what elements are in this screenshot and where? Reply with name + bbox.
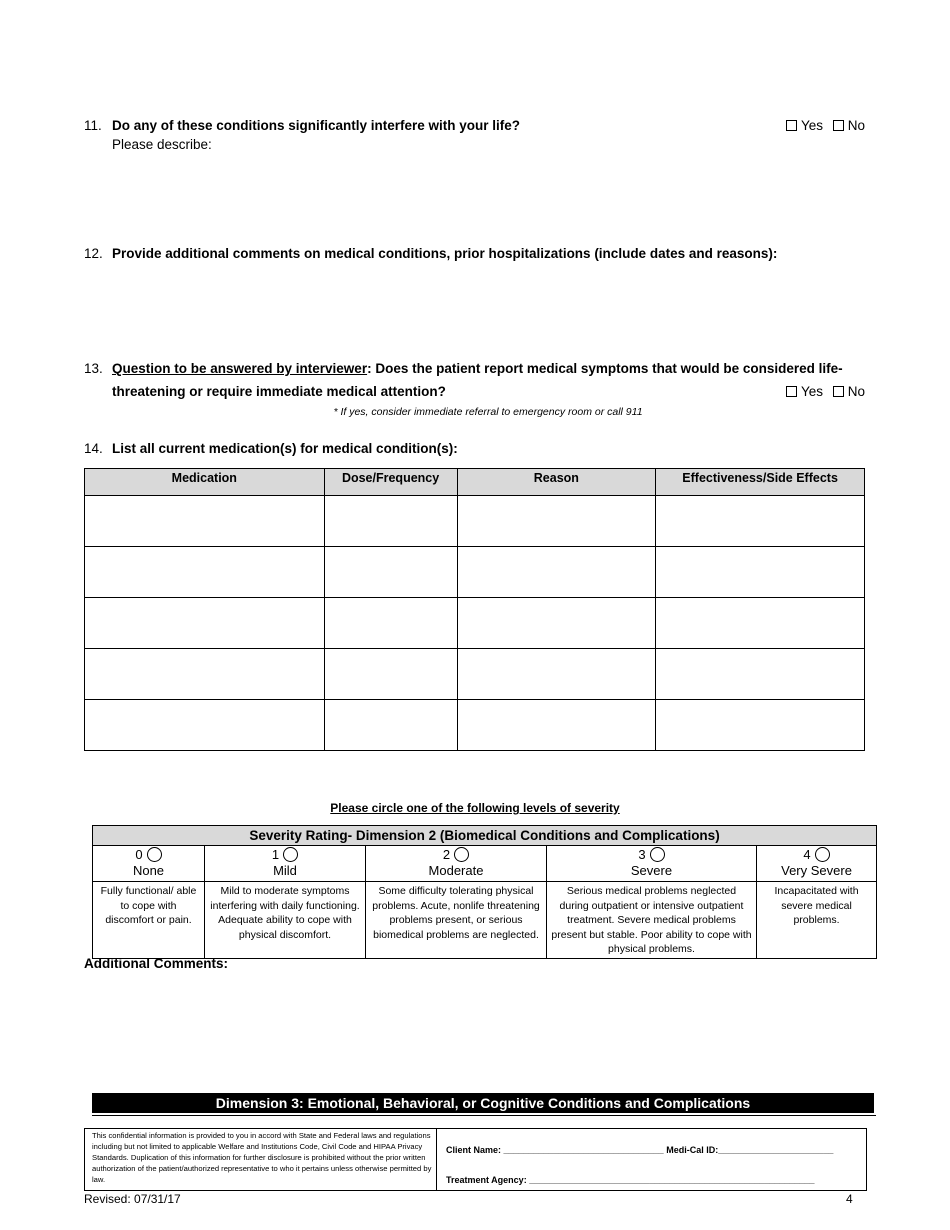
client-name-label: Client Name: ________________________________ (446, 1145, 664, 1155)
severity-label: Moderate (428, 863, 484, 878)
medication-table-header (85, 469, 865, 496)
medication-cell[interactable] (85, 547, 325, 598)
q13-question-line1 (112, 361, 843, 376)
medication-table (84, 468, 865, 751)
reason-cell[interactable] (457, 496, 656, 547)
severity-label: Severe (630, 863, 673, 878)
table-row (85, 649, 865, 700)
dose-cell[interactable] (324, 547, 457, 598)
medication-cell[interactable] (85, 700, 325, 751)
q11-yes-label: Yes (801, 118, 824, 133)
divider (92, 1115, 876, 1116)
severity-level-0[interactable] (93, 846, 205, 882)
q13-number: 13. (84, 361, 103, 376)
severity-level-3[interactable] (547, 846, 757, 882)
reason-cell[interactable] (457, 598, 656, 649)
severity-desc-1: Mild to moderate symptoms interfering with daily functioning. Adequate ability to cope with physical discomfort. (205, 882, 366, 959)
reason-cell[interactable] (457, 700, 656, 751)
q12-number: 12. (84, 246, 103, 261)
client-name-field[interactable] (446, 1145, 833, 1155)
q11-yes-checkbox[interactable] (786, 120, 797, 131)
radio-circle-icon[interactable] (147, 847, 162, 862)
medication-cell[interactable] (85, 598, 325, 649)
q11-describe-label: Please describe: (112, 137, 212, 152)
severity-rating-table (92, 825, 877, 959)
confidential-notice: This confidential information is provided to you in accord with State and Federal laws and regulations including but not limited to applicable Welfare and Institutions Code, Civil Code and HIPAA Privacy Standards. Duplication of this information for further disclosure is prohibited without the prior written authorization of the patient/authorized representative to who it pertains unless otherwise permitted by law. (85, 1129, 437, 1190)
treatment-agency-field[interactable]: Treatment Agency: _________________________________________________________ (446, 1175, 815, 1185)
footer-box (84, 1128, 867, 1191)
effectiveness-cell[interactable] (656, 700, 865, 751)
severity-level-1[interactable] (205, 846, 366, 882)
severity-desc-3: Serious medical problems neglected during outpatient or intensive outpatient treatment. Severe medical problems present but stable. Poor ability to cope with physical problems. (547, 882, 757, 959)
radio-circle-icon[interactable] (815, 847, 830, 862)
effectiveness-cell[interactable] (656, 496, 865, 547)
q13-no-label: No (847, 384, 866, 399)
dose-cell[interactable] (324, 700, 457, 751)
severity-num: 1 (271, 847, 280, 862)
q14-question: List all current medication(s) for medical condition(s): (112, 441, 458, 456)
effectiveness-cell[interactable] (656, 649, 865, 700)
q13-question-line2: threatening or require immediate medical attention? (112, 384, 446, 399)
reason-cell[interactable] (457, 547, 656, 598)
severity-label: None (132, 863, 165, 878)
q13-yes-checkbox[interactable] (786, 386, 797, 397)
page-number: 4 (846, 1192, 853, 1206)
q11-number: 11. (84, 118, 102, 133)
severity-num: 3 (638, 847, 646, 862)
effectiveness-cell[interactable] (656, 547, 865, 598)
q11-no-checkbox[interactable] (833, 120, 844, 131)
radio-circle-icon[interactable] (283, 847, 298, 862)
severity-desc-4: Incapacitated with severe medical problems. (757, 882, 877, 959)
severity-num: 4 (803, 847, 811, 862)
revised-date: Revised: 07/31/17 (84, 1192, 181, 1206)
additional-comments-label: Additional Comments: (84, 956, 228, 971)
q11-no-label: No (847, 118, 866, 133)
q13-text-line1: : Does the patient report medical symptoms that would be considered life- (367, 361, 843, 376)
header-reason: Reason (457, 469, 656, 496)
severity-title: Severity Rating- Dimension 2 (Biomedical Conditions and Complications) (93, 826, 877, 846)
q13-note: * If yes, consider immediate referral to emergency room or call 911 (333, 406, 643, 418)
header-medication: Medication (85, 469, 325, 496)
radio-circle-icon[interactable] (454, 847, 469, 862)
q12-question: Provide additional comments on medical conditions, prior hospitalizations (include dates and reasons): (112, 246, 778, 261)
severity-label: Mild (273, 863, 297, 878)
q14-number: 14. (84, 441, 103, 456)
severity-desc-0: Fully functional/ able to cope with discomfort or pain. (93, 882, 205, 959)
header-effectiveness: Effectiveness/Side Effects (656, 469, 865, 496)
q13-no-checkbox[interactable] (833, 386, 844, 397)
severity-level-4[interactable] (757, 846, 877, 882)
table-row (85, 598, 865, 649)
client-info (438, 1129, 866, 1190)
medication-cell[interactable] (85, 649, 325, 700)
severity-num: 0 (135, 847, 143, 862)
severity-label: Very Severe (781, 863, 852, 878)
q13-yes-label: Yes (801, 384, 824, 399)
q13-interviewer-label: Question to be answered by interviewer (112, 361, 368, 376)
table-row (85, 496, 865, 547)
medication-cell[interactable] (85, 496, 325, 547)
radio-circle-icon[interactable] (650, 847, 665, 862)
severity-num: 2 (442, 847, 451, 862)
severity-desc-2: Some difficulty tolerating physical problems. Acute, nonlife threatening problems present, or serious biomedical problems are neglected. (366, 882, 547, 959)
dose-cell[interactable] (324, 649, 457, 700)
q11-yes-no (786, 118, 865, 133)
severity-instruction: Please circle one of the following levels of severity (330, 801, 620, 815)
reason-cell[interactable] (457, 649, 656, 700)
effectiveness-cell[interactable] (656, 598, 865, 649)
table-row (85, 700, 865, 751)
q13-yes-no (786, 384, 865, 399)
severity-level-2[interactable] (366, 846, 547, 882)
dose-cell[interactable] (324, 496, 457, 547)
header-dose-frequency: Dose/Frequency (324, 469, 457, 496)
table-row (85, 547, 865, 598)
q11-question: Do any of these conditions significantly interfere with your life? (112, 118, 521, 133)
dimension3-title: Dimension 3: Emotional, Behavioral, or Cognitive Conditions and Complications (92, 1093, 874, 1113)
medi-cal-id-label: Medi-Cal ID:_______________________ (666, 1145, 834, 1155)
dose-cell[interactable] (324, 598, 457, 649)
